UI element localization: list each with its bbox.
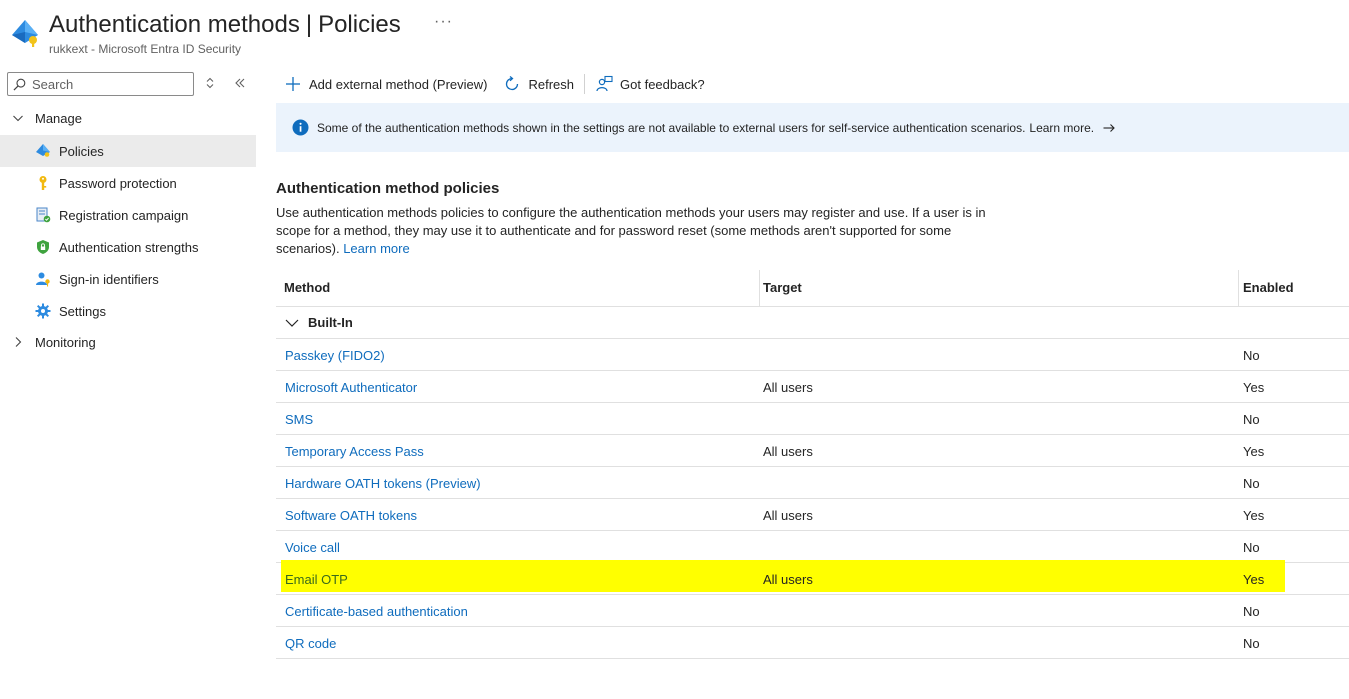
table-row [276,435,1349,467]
page-header [0,0,1349,62]
sidebar-item-settings[interactable] [0,295,256,327]
sidebar-item-label: Sign-in identifiers [59,271,159,287]
enabled-cell: No [1243,348,1260,363]
table-row [276,371,1349,403]
feedback-button[interactable] [587,70,713,98]
method-link[interactable]: SMS [285,412,314,427]
column-divider[interactable] [1238,270,1239,307]
sidebar-item-sign-in-identifiers[interactable] [0,263,256,295]
enabled-cell: No [1243,604,1260,619]
enabled-cell: Yes [1243,572,1265,587]
registration-icon [35,207,51,223]
shield-icon [35,239,51,255]
plus-icon [284,75,302,93]
method-link[interactable]: Hardware OATH tokens (Preview) [285,476,481,491]
method-link[interactable]: Passkey (FIDO2) [285,348,385,363]
table-row-highlighted [276,563,1349,595]
enabled-cell: No [1243,476,1260,491]
banner-learn-more-link[interactable]: Learn more. [1029,120,1095,135]
method-link[interactable]: Email OTP [285,572,348,587]
more-options-button[interactable]: ··· [434,13,453,30]
page-subtitle: rukkext - Microsoft Entra ID Security [49,42,242,56]
sidebar-item-label: Authentication strengths [59,239,199,255]
page-title-section: Policies [318,11,401,38]
table-row [276,595,1349,627]
group-label: Built-In [308,315,353,330]
method-link[interactable]: Microsoft Authenticator [285,380,418,395]
policies-icon [35,143,51,159]
chevron-down-icon [284,315,300,331]
search-input[interactable] [32,77,182,92]
nav-group-label: Monitoring [35,334,96,350]
sidebar-item-policies[interactable] [0,135,256,167]
column-header-method[interactable]: Method [284,280,331,295]
sidebar-item-label: Registration campaign [59,207,189,223]
user-icon [35,271,51,287]
section-description [276,204,996,258]
refresh-label: Refresh [528,76,575,92]
enabled-cell: No [1243,540,1260,555]
table-row [276,531,1349,563]
column-header-target[interactable]: Target [763,280,802,295]
section-title: Authentication method policies [276,180,500,197]
page-title [49,11,401,39]
sidebar-item-registration-campaign[interactable] [0,199,256,231]
enabled-cell: Yes [1243,444,1265,459]
column-header-enabled[interactable]: Enabled [1243,280,1294,295]
toolbar-divider [584,74,585,94]
add-external-method-label: Add external method (Preview) [309,76,488,92]
collapse-sidebar-icon[interactable] [233,76,247,90]
chevron-down-icon [12,112,24,124]
method-link[interactable]: Software OATH tokens [285,508,417,523]
target-cell: All users [763,508,813,523]
feedback-icon [595,75,613,93]
info-banner [276,103,1349,152]
table-row [276,499,1349,531]
table-row [276,339,1349,371]
arrow-right-icon[interactable] [1102,121,1116,135]
key-icon [35,175,51,191]
table-row [276,403,1349,435]
search-icon [13,78,26,91]
nav-group-manage[interactable] [0,102,256,134]
nav-group-monitoring[interactable] [0,326,256,358]
chevron-right-icon [12,336,24,348]
table-header [276,270,1349,307]
method-link[interactable]: QR code [285,636,337,651]
target-cell: All users [763,444,813,459]
sidebar-item-label: Policies [59,143,104,159]
sidebar-search[interactable] [7,72,194,96]
gear-icon [35,303,51,319]
entra-logo-icon [10,18,40,48]
command-bar [276,70,713,98]
info-icon [292,119,309,136]
column-divider[interactable] [759,270,760,307]
learn-more-link[interactable]: Learn more [343,241,410,256]
table-row [276,627,1349,659]
table-row [276,467,1349,499]
feedback-label: Got feedback? [620,76,705,92]
title-separator: | [305,11,313,38]
enabled-cell: Yes [1243,380,1265,395]
sidebar-item-authentication-strengths[interactable] [0,231,256,263]
page-title-main: Authentication methods [49,11,300,38]
enabled-cell: Yes [1243,508,1265,523]
add-external-method-button[interactable] [276,70,495,98]
description-text: Use authentication methods policies to configure the authentication methods your users may register and use. If a user is in scope for a method, they may use it to authenticate and for password reset (some methods aren't supported for some scenarios). [276,205,986,256]
refresh-icon [503,75,521,93]
method-link[interactable]: Temporary Access Pass [285,444,424,459]
method-link[interactable]: Voice call [285,540,340,555]
banner-text: Some of the authentication methods shown in the settings are not available to external users for self-service authentication scenarios. [317,120,1026,135]
sidebar-item-password-protection[interactable] [0,167,256,199]
sidebar-item-label: Settings [59,303,106,319]
target-cell: All users [763,572,813,587]
nav-group-label: Manage [35,110,82,126]
refresh-button[interactable] [495,70,582,98]
enabled-cell: No [1243,636,1260,651]
policies-table [276,270,1349,659]
group-row-built-in[interactable] [276,307,1349,339]
enabled-cell: No [1243,412,1260,427]
sidebar-item-label: Password protection [59,175,177,191]
sort-toggle-icon[interactable] [203,76,217,90]
target-cell: All users [763,380,813,395]
method-link[interactable]: Certificate-based authentication [285,604,468,619]
